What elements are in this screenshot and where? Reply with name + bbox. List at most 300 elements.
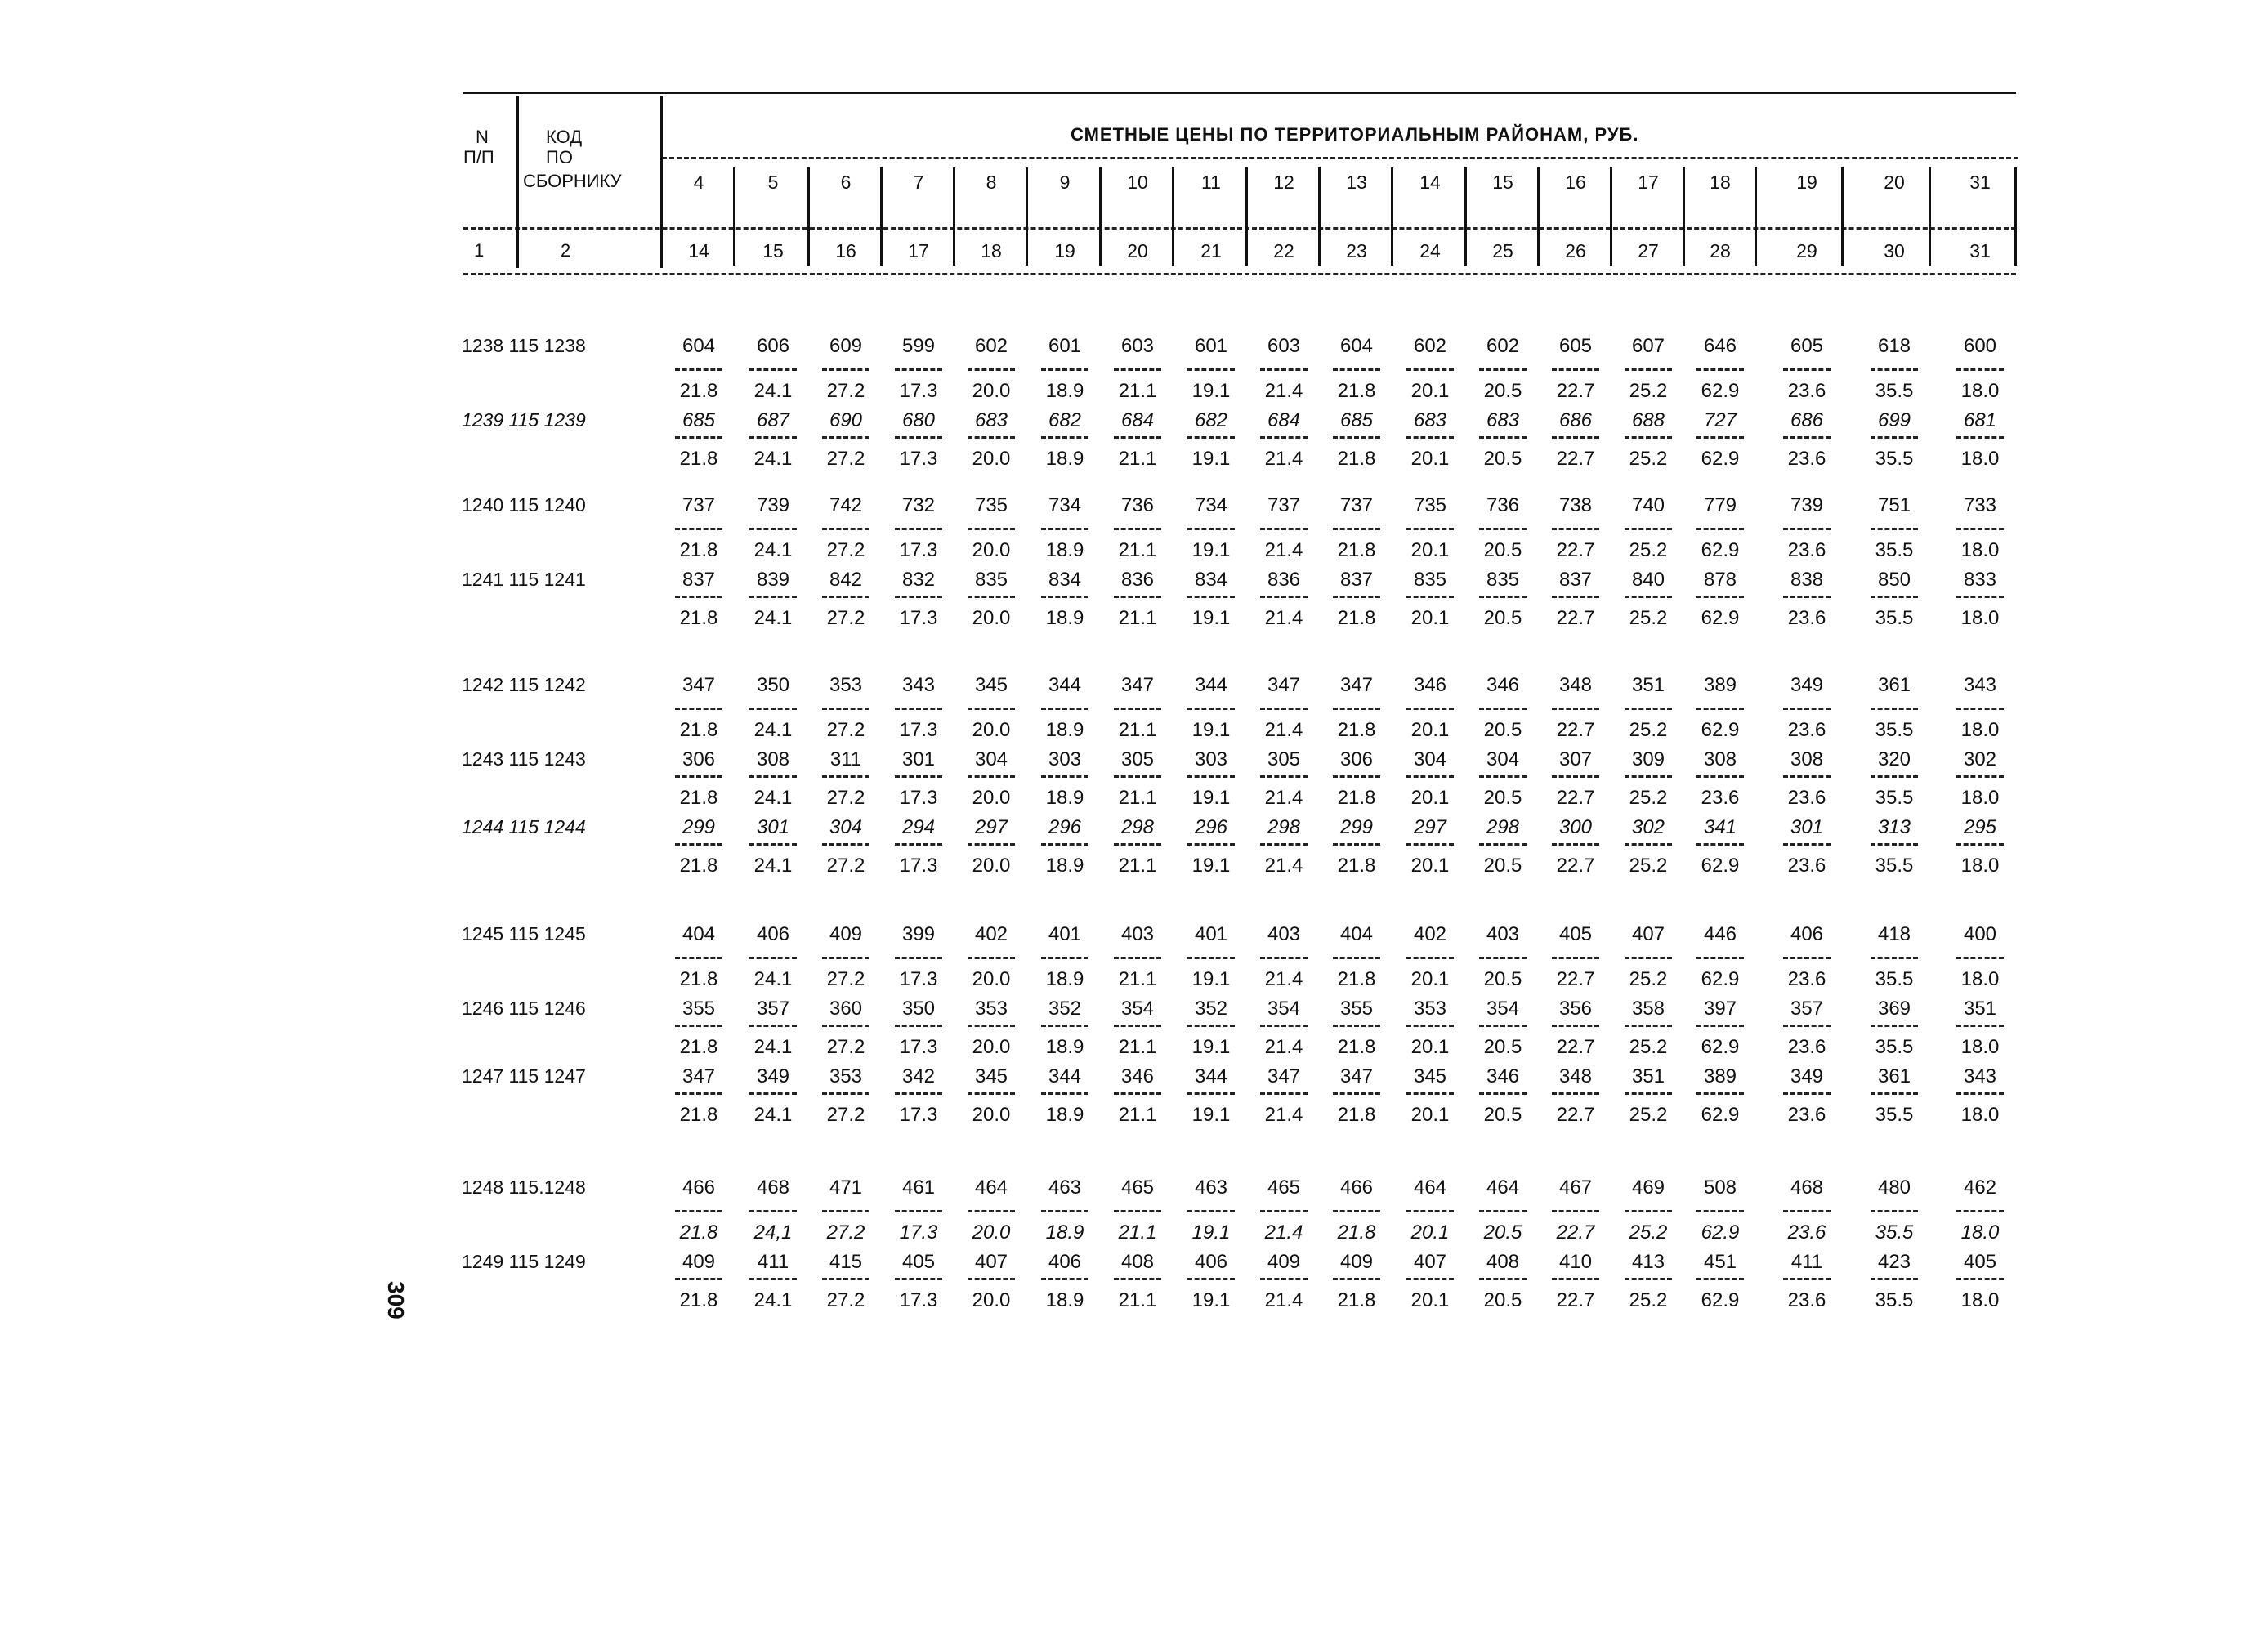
- price-cell: 404: [682, 923, 716, 945]
- price-cell: 305: [1120, 748, 1155, 770]
- index-number-16: 30: [1884, 240, 1905, 261]
- coefficient-cell: 22.7: [1556, 855, 1595, 877]
- index-number-2: 16: [835, 240, 856, 261]
- price-cell: 306: [682, 748, 716, 770]
- fraction-line: [1333, 1278, 1380, 1280]
- coefficient-cell: 20.1: [1410, 607, 1450, 629]
- price-cell: 347: [1120, 674, 1155, 696]
- price-cell: 353: [829, 674, 863, 696]
- coefficient-cell: 18.0: [1960, 448, 2000, 470]
- price-cell: 835: [1486, 569, 1520, 591]
- fraction-line: [1260, 843, 1308, 846]
- page-number: 309: [383, 1281, 409, 1319]
- region-divider: [1172, 167, 1174, 266]
- region-number-8: 12: [1273, 172, 1294, 193]
- price-cell: 839: [756, 569, 790, 591]
- price-cell: 779: [1703, 494, 1737, 516]
- price-cell: 353: [829, 1065, 863, 1087]
- coefficient-cell: 25.2: [1629, 855, 1668, 877]
- row-code: 1240 115 1240: [462, 494, 586, 516]
- price-cell: 740: [1631, 494, 1665, 516]
- region-number-17: 31: [1969, 172, 1991, 193]
- fraction-line: [1406, 596, 1454, 598]
- price-cell: 349: [1790, 1065, 1824, 1087]
- region-number-5: 9: [1059, 172, 1071, 193]
- fraction-line: [968, 1278, 1015, 1280]
- price-cell: 686: [1558, 409, 1593, 431]
- fraction-line: [1625, 1025, 1672, 1027]
- price-cell: 357: [756, 998, 790, 1020]
- price-cell: 836: [1267, 569, 1301, 591]
- price-cell: 343: [1963, 1065, 1997, 1087]
- coefficient-cell: 21.1: [1118, 787, 1157, 809]
- fraction-line: [895, 596, 942, 598]
- fraction-line: [1552, 775, 1599, 778]
- index-number-4: 18: [981, 240, 1002, 261]
- coefficient-cell: 18.0: [1960, 968, 2000, 990]
- fraction-line: [1041, 368, 1088, 371]
- coefficient-cell: 23.6: [1787, 1221, 1826, 1243]
- price-cell: 406: [756, 923, 790, 945]
- coefficient-cell: 22.7: [1556, 1289, 1595, 1311]
- price-cell: 300: [1558, 816, 1593, 838]
- region-number-14: 18: [1710, 172, 1731, 193]
- price-cell: 347: [1267, 1065, 1301, 1087]
- fraction-line: [1041, 596, 1088, 598]
- coefficient-cell: 21.8: [1337, 380, 1376, 402]
- coefficient-cell: 20.1: [1410, 1289, 1450, 1311]
- coefficient-cell: 21.8: [1337, 1104, 1376, 1126]
- coefficient-cell: 20.1: [1410, 855, 1450, 877]
- fraction-line: [1696, 1092, 1744, 1095]
- coefficient-cell: 17.3: [899, 1104, 938, 1126]
- coefficient-cell: 20.1: [1410, 968, 1450, 990]
- coefficient-cell: 18.9: [1045, 1036, 1084, 1058]
- fraction-line: [1406, 1210, 1454, 1212]
- price-cell: 401: [1194, 923, 1228, 945]
- fraction-line: [1552, 596, 1599, 598]
- region-divider: [880, 167, 883, 266]
- header-top-rule: [463, 92, 2016, 94]
- coefficient-cell: 62.9: [1701, 539, 1740, 561]
- price-cell: 313: [1877, 816, 1911, 838]
- fraction-line: [822, 1278, 869, 1280]
- price-cell: 346: [1486, 1065, 1520, 1087]
- coefficient-cell: 20.1: [1410, 1036, 1450, 1058]
- coefficient-cell: 21.1: [1118, 607, 1157, 629]
- fraction-line: [1696, 775, 1744, 778]
- price-cell: 409: [1267, 1251, 1301, 1273]
- price-cell: 682: [1194, 409, 1228, 431]
- fraction-line: [1552, 368, 1599, 371]
- fraction-line: [1187, 843, 1235, 846]
- fraction-line: [1260, 1210, 1308, 1212]
- coefficient-cell: 23.6: [1787, 1036, 1826, 1058]
- fraction-line: [1114, 596, 1161, 598]
- fraction-line: [1479, 1278, 1527, 1280]
- coefficient-cell: 25.2: [1629, 1221, 1668, 1243]
- fraction-line: [1479, 1210, 1527, 1212]
- region-number-4: 8: [986, 172, 997, 193]
- fraction-line: [1783, 775, 1831, 778]
- fraction-line: [1696, 368, 1744, 371]
- fraction-line: [1625, 1092, 1672, 1095]
- fraction-line: [1187, 368, 1235, 371]
- coefficient-cell: 17.3: [899, 855, 938, 877]
- coefficient-cell: 20.5: [1483, 855, 1522, 877]
- fraction-line: [1187, 596, 1235, 598]
- fraction-line: [822, 708, 869, 710]
- price-cell: 699: [1877, 409, 1911, 431]
- fraction-line: [1696, 1278, 1744, 1280]
- coefficient-cell: 21.4: [1264, 1221, 1303, 1243]
- price-cell: 402: [1413, 923, 1447, 945]
- coefficient-cell: 62.9: [1701, 380, 1740, 402]
- coefficient-cell: 20.1: [1410, 787, 1450, 809]
- coefficient-cell: 21.8: [679, 1289, 718, 1311]
- price-cell: 734: [1194, 494, 1228, 516]
- fraction-line: [1041, 1278, 1088, 1280]
- coefficient-cell: 19.1: [1191, 607, 1231, 629]
- fraction-line: [1871, 1210, 1918, 1212]
- fraction-line: [1479, 957, 1527, 959]
- price-cell: 356: [1558, 998, 1593, 1020]
- price-cell: 600: [1963, 335, 1997, 357]
- coefficient-cell: 24.1: [753, 968, 793, 990]
- fraction-line: [1114, 528, 1161, 530]
- row-code: 1238 115 1238: [462, 335, 586, 356]
- coefficient-cell: 21.1: [1118, 855, 1157, 877]
- fraction-line: [1260, 528, 1308, 530]
- price-cell: 464: [1413, 1176, 1447, 1199]
- fraction-line: [1783, 1092, 1831, 1095]
- index-number-0: 14: [688, 240, 709, 261]
- fraction-line: [1114, 368, 1161, 371]
- fraction-line: [968, 708, 1015, 710]
- price-cell: 358: [1631, 998, 1665, 1020]
- price-cell: 468: [1790, 1176, 1824, 1199]
- index-number-1: 15: [762, 240, 784, 261]
- coefficient-cell: 27.2: [826, 380, 865, 402]
- fraction-line: [1956, 1092, 2004, 1095]
- fraction-line: [1696, 843, 1744, 846]
- fraction-line: [1956, 1278, 2004, 1280]
- fraction-line: [1041, 528, 1088, 530]
- row-code: 1245 115 1245: [462, 923, 586, 944]
- region-divider: [1755, 167, 1757, 266]
- coefficient-cell: 18.0: [1960, 380, 2000, 402]
- coefficient-cell: 18.0: [1960, 787, 2000, 809]
- price-cell: 298: [1120, 816, 1155, 838]
- fraction-line: [968, 1025, 1015, 1027]
- region-divider: [953, 167, 955, 266]
- fraction-line: [1479, 843, 1527, 846]
- fraction-line: [1260, 1278, 1308, 1280]
- region-number-13: 17: [1638, 172, 1659, 193]
- coefficient-cell: 21.8: [679, 1221, 718, 1243]
- price-cell: 299: [1339, 816, 1374, 838]
- coefficient-cell: 18.9: [1045, 968, 1084, 990]
- coefficient-cell: 21.8: [1337, 968, 1376, 990]
- fraction-line: [1041, 1210, 1088, 1212]
- coefficient-cell: 20.5: [1483, 1036, 1522, 1058]
- coefficient-cell: 23.6: [1787, 787, 1826, 809]
- fraction-line: [1625, 775, 1672, 778]
- fraction-line: [1187, 957, 1235, 959]
- region-divider: [1318, 167, 1321, 266]
- coefficient-cell: 21.4: [1264, 1036, 1303, 1058]
- price-cell: 301: [901, 748, 936, 770]
- fraction-line: [1956, 596, 2004, 598]
- coefficient-cell: 18.9: [1045, 855, 1084, 877]
- price-cell: 352: [1048, 998, 1082, 1020]
- fraction-line: [822, 1092, 869, 1095]
- price-cell: 345: [974, 674, 1008, 696]
- region-number-3: 7: [913, 172, 924, 193]
- fraction-line: [822, 368, 869, 371]
- coefficient-cell: 62.9: [1701, 1289, 1740, 1311]
- coefficient-cell: 20.1: [1410, 1104, 1450, 1126]
- fraction-line: [1552, 528, 1599, 530]
- price-cell: 463: [1194, 1176, 1228, 1199]
- price-cell: 480: [1877, 1176, 1911, 1199]
- fraction-line: [1625, 957, 1672, 959]
- coefficient-cell: 22.7: [1556, 1036, 1595, 1058]
- fraction-line: [1187, 1278, 1235, 1280]
- coefficient-cell: 20.1: [1410, 539, 1450, 561]
- price-cell: 833: [1963, 569, 1997, 591]
- price-cell: 727: [1703, 409, 1737, 431]
- coefficient-cell: 21.4: [1264, 719, 1303, 741]
- price-cell: 346: [1486, 674, 1520, 696]
- price-cell: 405: [901, 1251, 936, 1273]
- price-cell: 838: [1790, 569, 1824, 591]
- coefficient-cell: 21.1: [1118, 719, 1157, 741]
- price-cell: 407: [1631, 923, 1665, 945]
- coefficient-cell: 20.1: [1410, 448, 1450, 470]
- region-divider: [1245, 167, 1248, 266]
- fraction-line: [1625, 1278, 1672, 1280]
- coefficient-cell: 18.9: [1045, 1221, 1084, 1243]
- coefficient-cell: 35.5: [1875, 787, 1914, 809]
- price-cell: 306: [1339, 748, 1374, 770]
- coefficient-cell: 18.0: [1960, 539, 2000, 561]
- coefficient-cell: 23.6: [1787, 719, 1826, 741]
- fraction-line: [1187, 708, 1235, 710]
- coefficient-cell: 17.3: [899, 448, 938, 470]
- row-code: 1248 115.1248: [462, 1176, 586, 1198]
- region-divider: [733, 167, 735, 266]
- price-cell: 733: [1963, 494, 1997, 516]
- coefficient-cell: 62.9: [1701, 1221, 1740, 1243]
- coefficient-cell: 21.4: [1264, 1289, 1303, 1311]
- coefficient-cell: 17.3: [899, 1036, 938, 1058]
- price-cell: 341: [1703, 816, 1737, 838]
- coefficient-cell: 23.6: [1787, 607, 1826, 629]
- price-cell: 389: [1703, 674, 1737, 696]
- fraction-line: [1783, 708, 1831, 710]
- price-cell: 683: [974, 409, 1008, 431]
- price-cell: 347: [1339, 674, 1374, 696]
- fraction-line: [1552, 1025, 1599, 1027]
- index-col-1: 1: [474, 240, 485, 261]
- coefficient-cell: 25.2: [1629, 1289, 1668, 1311]
- coefficient-cell: 35.5: [1875, 968, 1914, 990]
- fraction-line: [1479, 708, 1527, 710]
- coefficient-cell: 19.1: [1191, 380, 1231, 402]
- coefficient-cell: 17.3: [899, 787, 938, 809]
- fraction-line: [895, 1025, 942, 1027]
- fraction-line: [1333, 528, 1380, 530]
- coefficient-cell: 21.8: [679, 1036, 718, 1058]
- coefficient-cell: 35.5: [1875, 607, 1914, 629]
- price-cell: 737: [1339, 494, 1374, 516]
- region-divider: [1537, 167, 1540, 266]
- fraction-line: [1187, 528, 1235, 530]
- region-number-1: 5: [767, 172, 779, 193]
- coefficient-cell: 21.1: [1118, 968, 1157, 990]
- coefficient-cell: 20.5: [1483, 380, 1522, 402]
- coefficient-cell: 21.8: [1337, 448, 1376, 470]
- fraction-line: [1479, 528, 1527, 530]
- price-cell: 407: [1413, 1251, 1447, 1273]
- coefficient-cell: 23.6: [1787, 1289, 1826, 1311]
- price-cell: 320: [1877, 748, 1911, 770]
- price-cell: 409: [682, 1251, 716, 1273]
- fraction-line: [749, 436, 797, 439]
- price-cell: 685: [682, 409, 716, 431]
- price-cell: 351: [1963, 998, 1997, 1020]
- fraction-line: [1956, 957, 2004, 959]
- coefficient-cell: 19.1: [1191, 787, 1231, 809]
- fraction-line: [749, 596, 797, 598]
- fraction-line: [1871, 708, 1918, 710]
- coefficient-cell: 20.5: [1483, 1289, 1522, 1311]
- fraction-line: [1333, 775, 1380, 778]
- region-number-0: 4: [693, 172, 704, 193]
- price-cell: 409: [1339, 1251, 1374, 1273]
- coefficient-cell: 25.2: [1629, 719, 1668, 741]
- fraction-line: [1041, 843, 1088, 846]
- price-cell: 850: [1877, 569, 1911, 591]
- price-cell: 302: [1963, 748, 1997, 770]
- fraction-line: [1479, 775, 1527, 778]
- row-code: 1246 115 1246: [462, 998, 586, 1019]
- fraction-line: [895, 843, 942, 846]
- price-cell: 357: [1790, 998, 1824, 1020]
- price-cell: 418: [1877, 923, 1911, 945]
- fraction-line: [1333, 1092, 1380, 1095]
- price-cell: 739: [756, 494, 790, 516]
- price-cell: 307: [1558, 748, 1593, 770]
- price-cell: 405: [1558, 923, 1593, 945]
- price-cell: 739: [1790, 494, 1824, 516]
- coefficient-cell: 24.1: [753, 855, 793, 877]
- price-cell: 413: [1631, 1251, 1665, 1273]
- coefficient-cell: 24,1: [753, 1221, 793, 1243]
- price-cell: 878: [1703, 569, 1737, 591]
- row-code: 1247 115 1247: [462, 1065, 586, 1087]
- fraction-line: [968, 957, 1015, 959]
- region-number-10: 14: [1419, 172, 1441, 193]
- fraction-line: [675, 957, 722, 959]
- price-cell: 351: [1631, 1065, 1665, 1087]
- fraction-line: [1114, 775, 1161, 778]
- fraction-line: [1696, 1210, 1744, 1212]
- price-cell: 690: [829, 409, 863, 431]
- price-cell: 686: [1790, 409, 1824, 431]
- coefficient-cell: 22.7: [1556, 539, 1595, 561]
- fraction-line: [1260, 436, 1308, 439]
- coefficient-cell: 35.5: [1875, 855, 1914, 877]
- coefficient-cell: 27.2: [826, 855, 865, 877]
- price-cell: 410: [1558, 1251, 1593, 1273]
- coefficient-cell: 18.0: [1960, 1289, 2000, 1311]
- coefficient-cell: 21.8: [1337, 1221, 1376, 1243]
- price-cell: 349: [756, 1065, 790, 1087]
- fraction-line: [895, 957, 942, 959]
- coefficient-cell: 21.4: [1264, 787, 1303, 809]
- fraction-line: [968, 436, 1015, 439]
- index-number-12: 26: [1565, 240, 1586, 261]
- coefficient-cell: 20.0: [972, 539, 1011, 561]
- price-cell: 406: [1194, 1251, 1228, 1273]
- price-cell: 602: [1413, 335, 1447, 357]
- price-cell: 406: [1790, 923, 1824, 945]
- coefficient-cell: 20.0: [972, 968, 1011, 990]
- price-cell: 345: [1413, 1065, 1447, 1087]
- price-cell: 302: [1631, 816, 1665, 838]
- index-number-3: 17: [908, 240, 929, 261]
- fraction-line: [1871, 1092, 1918, 1095]
- region-number-9: 13: [1346, 172, 1367, 193]
- fraction-line: [1333, 1210, 1380, 1212]
- coefficient-cell: 19.1: [1191, 448, 1231, 470]
- price-cell: 832: [901, 569, 936, 591]
- fraction-line: [1041, 1092, 1088, 1095]
- fraction-line: [1187, 436, 1235, 439]
- coefficient-cell: 23.6: [1787, 1104, 1826, 1126]
- coefficient-cell: 21.1: [1118, 539, 1157, 561]
- price-cell: 344: [1194, 674, 1228, 696]
- price-cell: 736: [1120, 494, 1155, 516]
- coefficient-cell: 18.0: [1960, 719, 2000, 741]
- fraction-line: [749, 843, 797, 846]
- price-cell: 738: [1558, 494, 1593, 516]
- header-divider-n: [516, 96, 519, 268]
- region-divider: [807, 167, 810, 266]
- price-cell: 680: [901, 409, 936, 431]
- coefficient-cell: 21.1: [1118, 1036, 1157, 1058]
- price-cell: 402: [974, 923, 1008, 945]
- fraction-line: [895, 1092, 942, 1095]
- coefficient-cell: 17.3: [899, 607, 938, 629]
- coefficient-cell: 27.2: [826, 539, 865, 561]
- fraction-line: [749, 775, 797, 778]
- coefficient-cell: 22.7: [1556, 607, 1595, 629]
- fraction-line: [749, 1278, 797, 1280]
- table-title: СМЕТНЫЕ ЦЕНЫ ПО ТЕРРИТОРИАЛЬНЫМ РАЙОНАМ, РУБ.: [1071, 124, 1639, 145]
- fraction-line: [1956, 436, 2004, 439]
- coefficient-cell: 20.1: [1410, 719, 1450, 741]
- price-cell: 303: [1194, 748, 1228, 770]
- fraction-line: [749, 1210, 797, 1212]
- coefficient-cell: 21.4: [1264, 448, 1303, 470]
- price-cell: 309: [1631, 748, 1665, 770]
- coefficient-cell: 22.7: [1556, 380, 1595, 402]
- fraction-line: [1260, 596, 1308, 598]
- fraction-line: [822, 596, 869, 598]
